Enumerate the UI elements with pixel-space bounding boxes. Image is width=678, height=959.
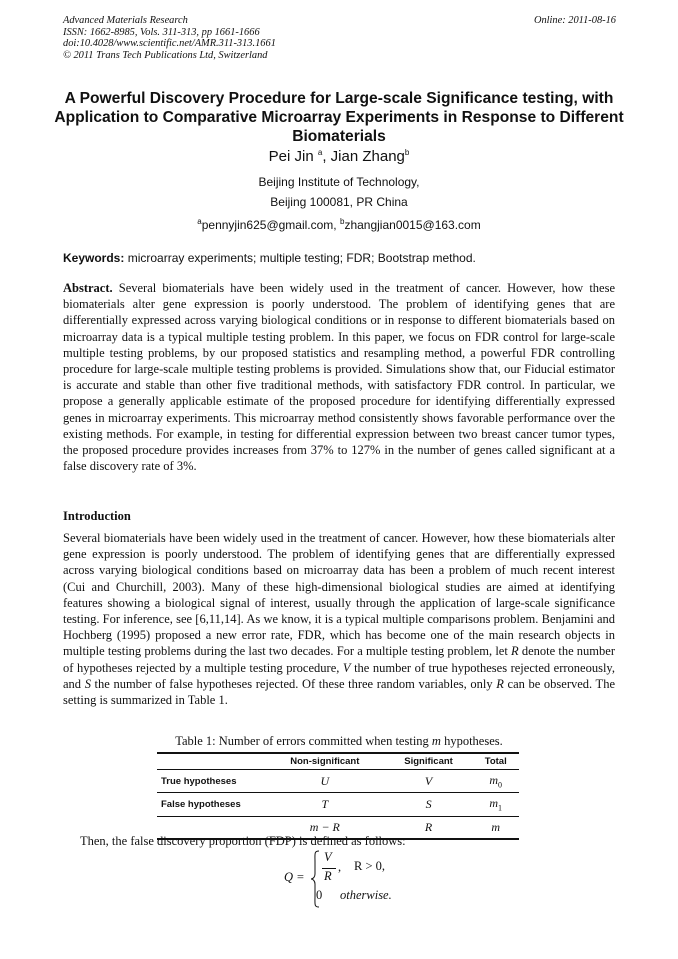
formula-lhs: Q = (284, 870, 305, 884)
math-var: m (431, 734, 441, 748)
abstract-text: Several biomaterials have been widely used in the treatment of cancer. However, how these biomaterials alter gene expression is poorly understood. The problem of identifying genes that are differentially expressed across varying biological conditions or in response to different biomaterials based on microarray data is a typical multiple testing problem. In this paper, we focus on FDR control for large-scale multiple testing problems, by our proposed statistics and resampling method, a powerful FDR controlling procedure for large-scale multiple testing problems is provided. Simulations show that, our Fiducial estimator is accurate and stable than other five traditional methods, with satisfactory FDR control. In particular, we propose a generally applicable estimate of the proposed procedure for identifying differentially expressed genes in microarray experiments. This microarray method consistently shows favorable performance over the existing methods. For example, in testing for differential expression between two breast cancer tumor types, the proposed procedure provides increases from 37% to 127% in the number of genes called significant at a false discovery rate of 3%. (63, 281, 615, 474)
table-row (157, 770, 519, 793)
author-name: Pei Jin (268, 148, 318, 165)
table-header: Non-significant (265, 753, 385, 770)
table-cell: m − R (265, 816, 385, 839)
fraction-numerator: V (324, 850, 332, 864)
author-separator: , (322, 148, 331, 165)
intro-text: denote the number of hypotheses rejected by a multiple testing procedure, (63, 644, 615, 675)
abstract-label: Abstract. (63, 281, 113, 295)
table-cell: V (385, 770, 473, 793)
affiliation-line: Beijing Institute of Technology, (258, 175, 420, 189)
keywords-label: Keywords: (63, 251, 125, 265)
cell-var: m (489, 773, 499, 787)
paper-title: A Powerful Discovery Procedure for Large-scale Significance testing, with Application to Comparative Microarray Experiments in Response to Different Biomaterials (54, 90, 624, 145)
issn-line: ISSN: 1662-8985, Vols. 311-313, pp 1661-1666 (63, 26, 260, 38)
table-header (157, 753, 265, 770)
formula-condition: R > 0, (354, 859, 386, 873)
table-cell (472, 770, 519, 793)
author-line (0, 148, 678, 165)
keywords-text: microarray experiments; multiple testing; FDR; Bootstrap method. (124, 251, 476, 265)
journal-header (63, 15, 276, 61)
intro-text: can be observed. The setting is summarized in Table 1. (63, 676, 615, 708)
formula-comma: , (338, 860, 342, 874)
table-header: Significant (385, 753, 473, 770)
table-caption (0, 734, 678, 749)
formula-zero: 0 (316, 888, 323, 902)
math-var: S (84, 676, 91, 691)
email-address[interactable]: zhangjian0015@163.com (344, 218, 481, 232)
author-superscript: a (317, 148, 323, 157)
introduction-paragraph (63, 530, 615, 708)
formula-otherwise: otherwise. (340, 888, 392, 902)
author-name: Jian Zhang (330, 148, 405, 165)
intro-text: the number of false hypotheses rejected. Of these three random variables, only (90, 676, 497, 691)
errors-table (157, 752, 519, 840)
table-cell: S (425, 797, 432, 812)
fraction-denominator: R (324, 869, 332, 883)
cell-subscript: 1 (498, 803, 503, 813)
intro-text: the number of true hypotheses rejected erroneously, and (63, 660, 615, 691)
table-cell: T (321, 797, 329, 812)
keywords (63, 251, 476, 265)
math-var: R (511, 644, 519, 659)
journal-name: Advanced Materials Research (63, 15, 188, 26)
section-heading-introduction: Introduction (63, 509, 131, 523)
table-header: Total (472, 753, 519, 770)
table-cell: m (472, 816, 519, 839)
author-superscript: b (404, 148, 410, 157)
doi-line: doi:10.4028/www.scientific.net/AMR.311-313.1661 (63, 38, 276, 50)
fdp-formula (284, 848, 444, 908)
formula-intro: Then, the false discovery proportion (FDP) is defined as follows: (80, 834, 406, 848)
cell-var: m (489, 796, 499, 811)
table-row (157, 793, 519, 816)
intro-text: Several biomaterials have been widely used in the treatment of cancer. However, how these biomaterials alter gene expression is poorly understood. The problem of identifying genes that are differentially expressed across varying biological conditions based on microarray data has been a problem of much recent interest (Cui and Churchill, 2003). Many of these high-dimensional biological studies are aimed at identifying features showing a biological signal of interest, usually through the application of large-scale significance testing. For inference, see [6,11,14]. As we know, it is a typical multiple comparisons problem. Benjamini and Hochberg (1995) proposed a new error rate, FDR, which has become one of the main research objects in multiple testing problems during the last two decades. For a multiple testing problem, let (63, 531, 615, 659)
copyright-line: © 2011 Trans Tech Publications Ltd, Switzerland (63, 49, 268, 61)
math-var: V (342, 660, 351, 675)
email-superscript: a (197, 217, 202, 226)
math-var: R (496, 676, 504, 691)
table-cell (472, 793, 519, 816)
email-superscript: b (339, 217, 345, 226)
cell-subscript: 0 (498, 780, 503, 790)
table-cell: R (385, 816, 473, 839)
table-cell: U (265, 770, 385, 793)
caption-text: Table 1: Number of errors committed when testing (175, 734, 432, 748)
online-date: Online: 2011-08-16 (533, 15, 616, 26)
abstract (63, 280, 615, 474)
caption-text: hypotheses. (440, 734, 503, 748)
row-label: False hypotheses (161, 799, 241, 811)
affiliation-line: Beijing 100081, PR China (270, 195, 408, 209)
row-label: True hypotheses (157, 770, 265, 793)
email-address[interactable]: pennyjin625@gmail.com, (201, 218, 340, 232)
email-line (0, 218, 678, 232)
